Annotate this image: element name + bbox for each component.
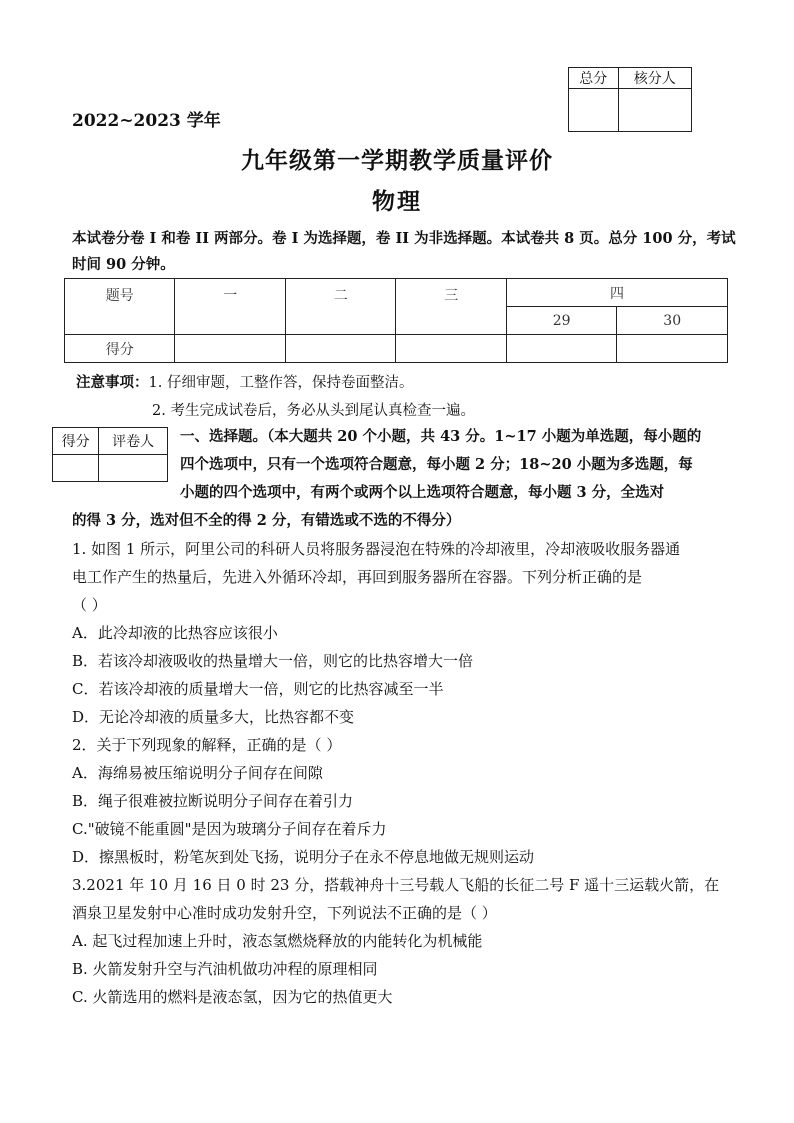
question-stem: （ ） [72, 596, 107, 614]
score-cell [506, 335, 617, 363]
notes-label: 注意事项： [76, 374, 149, 391]
grader-score-label: 得分 [53, 428, 99, 455]
total-score-label: 总分 [569, 68, 619, 89]
score-cell [285, 335, 395, 363]
option-a: A. 起飞过程加速上升时，液态氢燃烧释放的内能转化为机械能 [72, 932, 483, 950]
section-1-line: 的得 3 分，选对但不全的得 2 分，有错选或不选的不得分） [72, 512, 461, 529]
section-1-line: 四个选项中，只有一个选项符合题意，每小题 2 分；18~20 小题为多选题，每 [180, 456, 693, 473]
score-cell [617, 335, 728, 363]
score-table-col-2: 二 [285, 279, 395, 335]
question-stem: 2．关于下列现象的解释，正确的是（ ） [72, 736, 342, 754]
note-item: 2. 考生完成试卷后，务必从头到尾认真检查一遍。 [152, 403, 475, 419]
question-stem: 酒泉卫星发射中心准时成功发射升空，下列说法不正确的是（ ） [72, 904, 497, 922]
total-score-box [568, 67, 692, 132]
option-d: D．擦黑板时，粉笔灰到处飞扬，说明分子在永不停息地做无规则运动 [72, 848, 535, 866]
questions-list [72, 535, 738, 1011]
checker-label: 核分人 [618, 68, 691, 89]
question-3 [72, 871, 738, 1011]
option-b: B．绳子很难被拉断说明分子间存在着引力 [72, 792, 354, 810]
notes-section [76, 369, 475, 425]
exam-instructions: 本试卷分卷 I 和卷 II 两部分。卷 I 为选择题，卷 II 为非选择题。本试卷共 8 页。总分 100 分，考试时间 90 分钟。 [72, 230, 736, 273]
question-stem: 电工作产生的热量后，先进入外循环冷却，再回到服务器所在容器。下列分析正确的是 [72, 568, 643, 586]
score-table-score-label: 得分 [65, 335, 175, 363]
exam-title: 九年级第一学期教学质量评价 [241, 147, 553, 174]
option-a: A．海绵易被压缩说明分子间存在间隙 [72, 764, 323, 782]
checker-cell [618, 89, 691, 132]
score-table-col-1: 一 [175, 279, 285, 335]
section-1-line: 一、选择题。（本大题共 20 个小题，共 43 分。1~17 小题为单选题，每小题的 [180, 428, 702, 445]
score-table-subcol-29: 29 [506, 307, 617, 335]
section-1-line: 小题的四个选项中，有两个或两个以上选项符合题意，每小题 3 分，全选对 [180, 484, 665, 501]
score-table-subcol-30: 30 [617, 307, 728, 335]
option-b: B. 火箭发射升空与汽油机做功冲程的原理相同 [72, 960, 378, 978]
option-a: A．此冷却液的比热容应该很小 [72, 624, 278, 642]
score-table-col-4: 四 [506, 279, 727, 307]
subject-title: 物理 [372, 188, 422, 215]
question-stem: 1. 如图 1 所示，阿里公司的科研人员将服务器浸泡在特殊的冷却液里，冷却液吸收服务器通 [72, 540, 681, 558]
grader-name-label: 评卷人 [99, 428, 168, 455]
question-stem: 3.2021 年 10 月 16 日 0 时 23 分，搭载神舟十三号载人飞船的长征二号 F 遥十三运载火箭，在 [72, 876, 720, 894]
section-1-heading [72, 423, 738, 535]
option-c: C."破镜不能重圆"是因为玻璃分子间存在着斥力 [72, 820, 387, 838]
question-1 [72, 535, 738, 731]
score-cell [175, 335, 285, 363]
score-table-col-3: 三 [396, 279, 506, 335]
option-d: D．无论冷却液的质量多大，比热容都不变 [72, 708, 355, 726]
school-year: 2022~2023 学年 [72, 111, 221, 131]
question-2 [72, 731, 738, 871]
option-b: B．若该冷却液吸收的热量增大一倍，则它的比热容增大一倍 [72, 652, 474, 670]
total-score-cell [569, 89, 619, 132]
score-table [64, 278, 728, 363]
option-c: C．若该冷却液的质量增大一倍，则它的比热容减至一半 [72, 680, 444, 698]
note-item: 1. 仔细审题，工整作答，保持卷面整洁。 [148, 375, 414, 391]
option-c: C. 火箭选用的燃料是液态氢，因为它的热值更大 [72, 988, 393, 1006]
score-cell [396, 335, 506, 363]
score-table-header-label: 题号 [65, 279, 175, 335]
